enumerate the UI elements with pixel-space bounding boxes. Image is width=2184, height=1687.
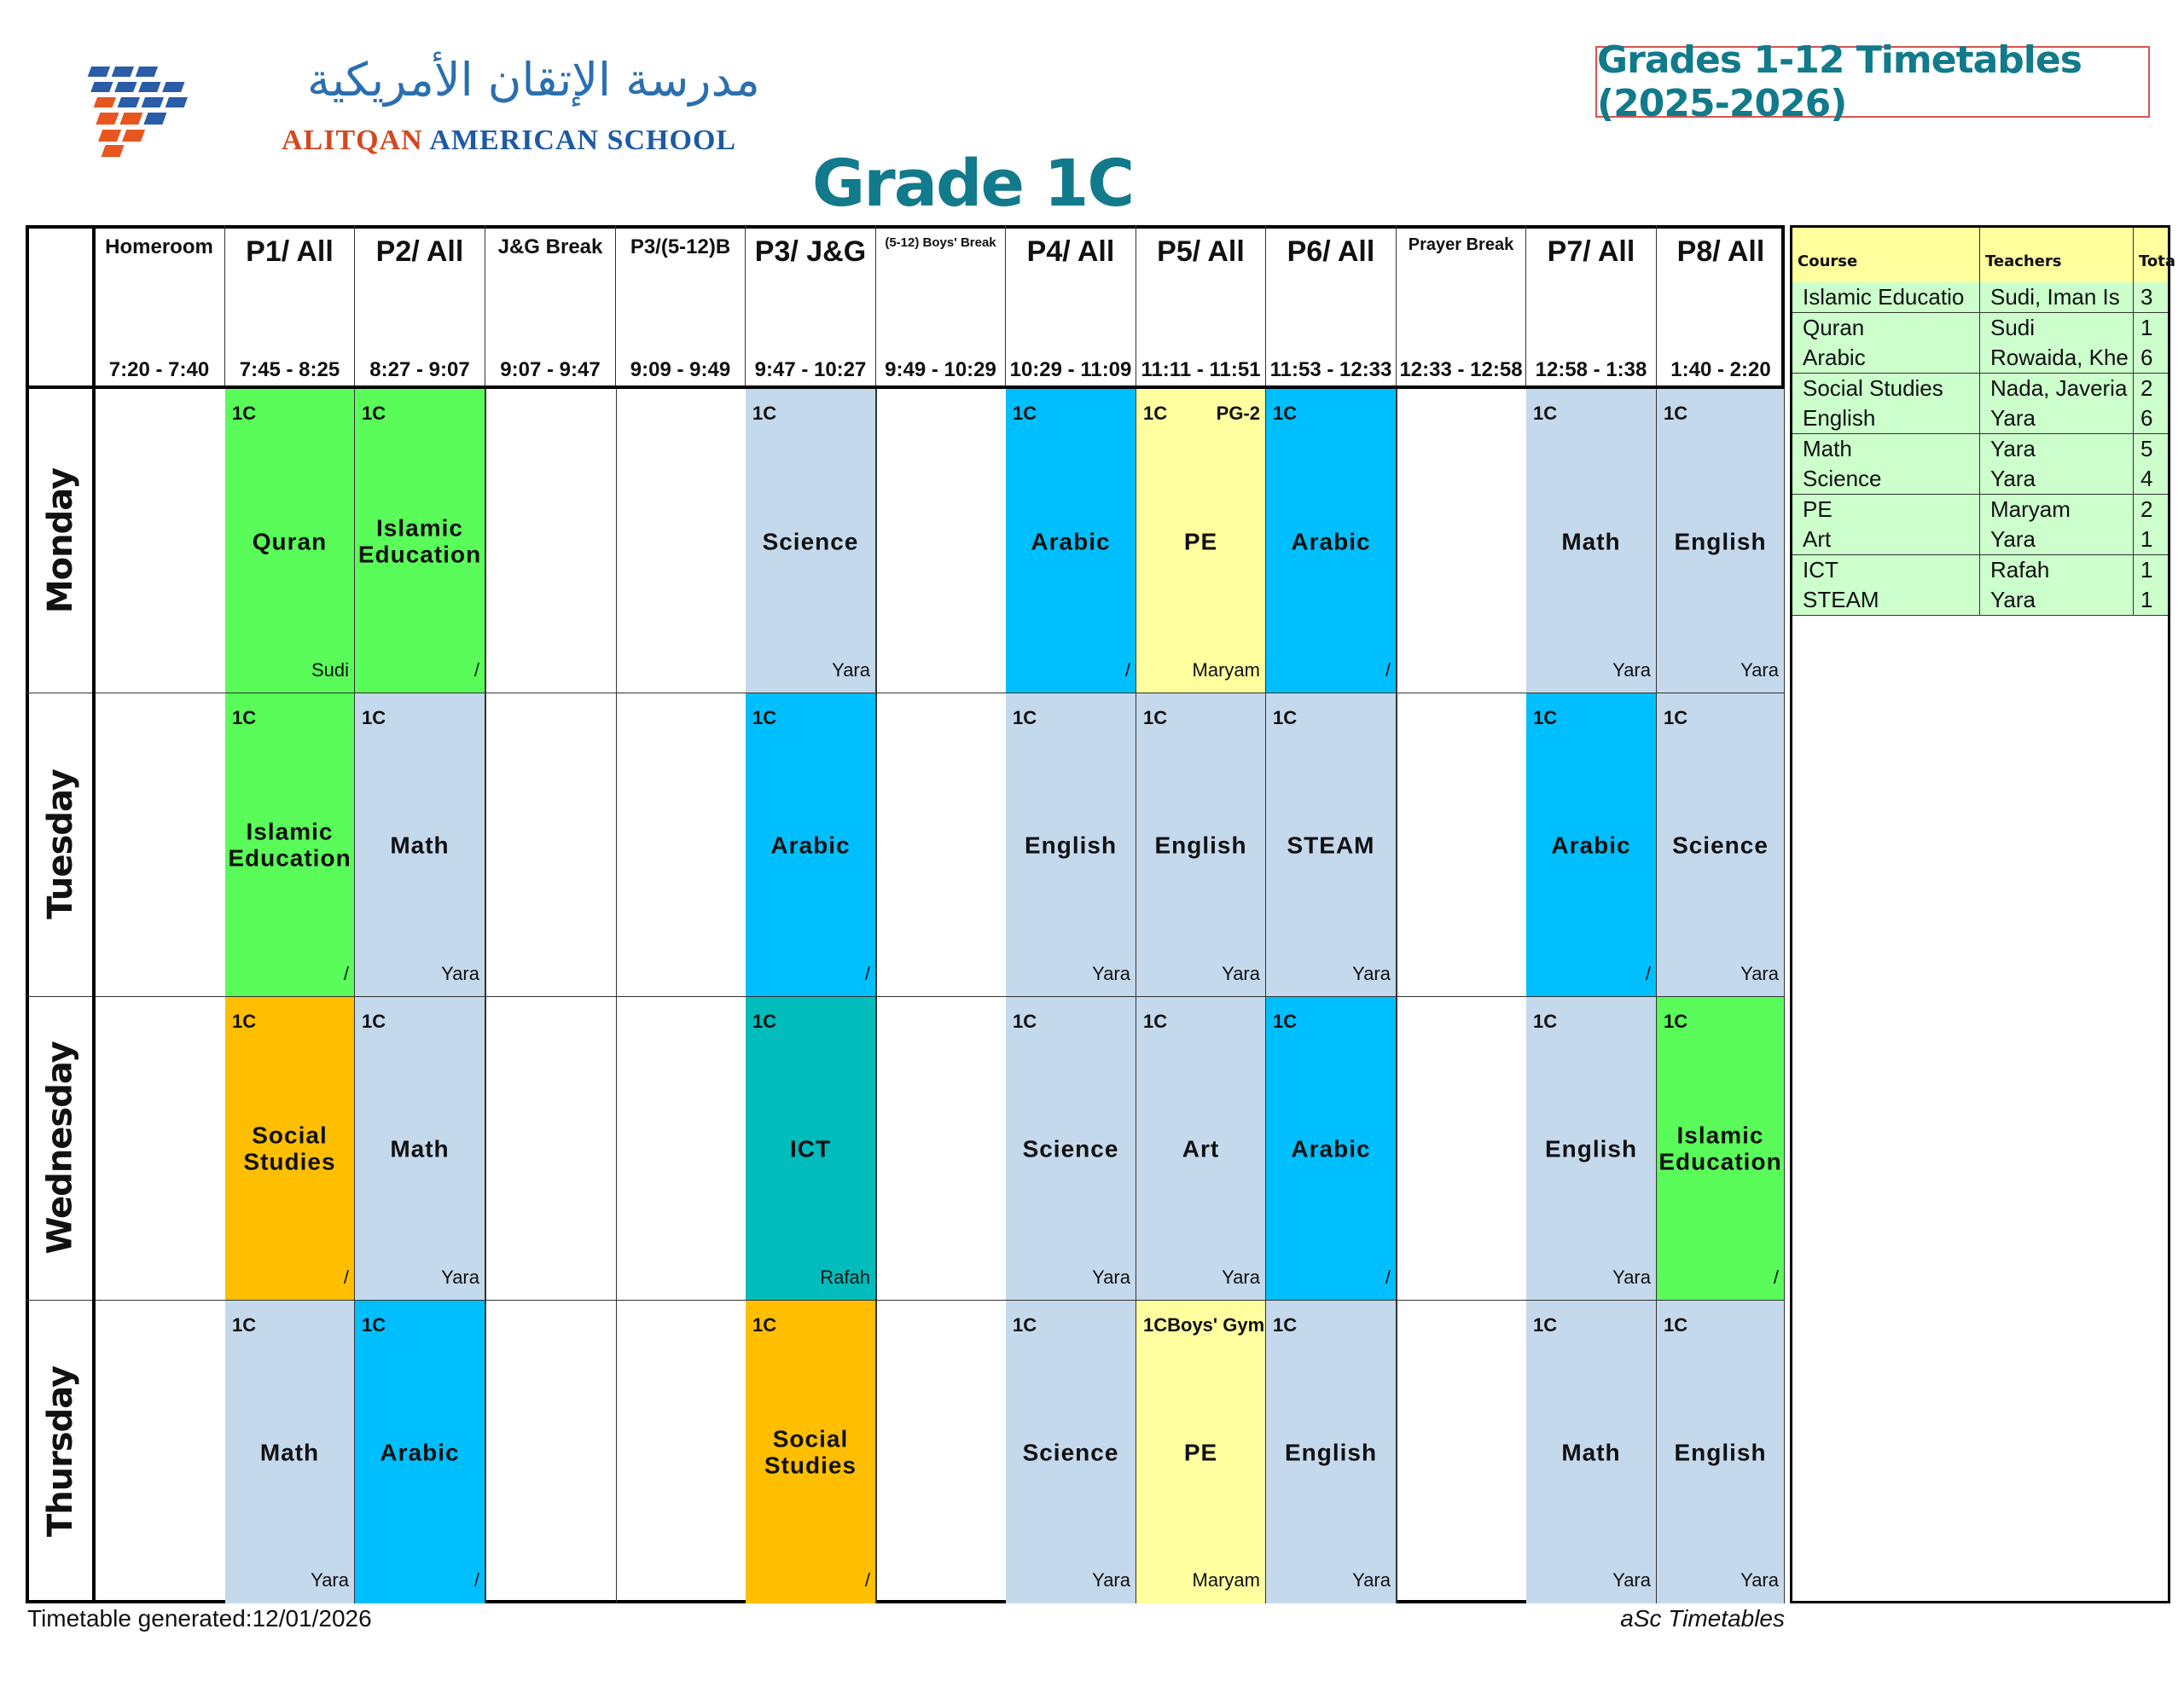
- lesson-class: 1CBoys' Gym: [1143, 1314, 1265, 1336]
- lesson-subject: Social Studies: [764, 1425, 857, 1479]
- lesson-subject: English: [1024, 832, 1118, 859]
- lesson-class: 1C: [752, 403, 777, 424]
- course-teachers: Rowaida, Khе: [1980, 343, 2134, 373]
- course-teachers: Yara: [1980, 464, 2134, 494]
- lesson-teacher: /: [1124, 659, 1130, 681]
- lesson-class: 1C: [752, 707, 777, 728]
- period-header: [746, 225, 876, 389]
- period-header: [1136, 225, 1266, 389]
- lesson-teacher: Yara: [1092, 1267, 1130, 1288]
- period-name: P5/ All: [1157, 235, 1245, 268]
- course-teachers: Yara: [1980, 585, 2134, 615]
- day-name: Thursday: [41, 1365, 80, 1538]
- header-divider: [26, 386, 1785, 389]
- lesson-teacher: /: [1385, 1267, 1391, 1288]
- lesson-teacher: /: [473, 1569, 479, 1591]
- lesson-subject: Math: [1561, 1438, 1621, 1465]
- lesson-teacher: Yara: [311, 1569, 349, 1591]
- lesson-class: 1C: [232, 707, 257, 728]
- course-name: Math: [1792, 434, 1980, 464]
- course-total: 1: [2140, 526, 2153, 552]
- period-header: [1657, 225, 1785, 389]
- lesson-cell[interactable]: [746, 389, 876, 693]
- lesson-teacher: Maryam: [1192, 659, 1260, 681]
- lesson-cell[interactable]: [1657, 389, 1785, 693]
- lesson-subject: Science: [1672, 832, 1769, 859]
- lesson-subject: English: [1154, 832, 1247, 859]
- lesson-teacher: Yara: [1222, 963, 1260, 984]
- lesson-class: 1C: [1273, 1011, 1298, 1032]
- lesson-subject: Math: [1561, 527, 1621, 554]
- course-name: ICT: [1792, 555, 1980, 585]
- course-row: [1792, 495, 2168, 525]
- lesson-class: 1C: [362, 1314, 386, 1336]
- lesson-subject: Islamic Education: [1658, 1122, 1782, 1175]
- lesson-cell[interactable]: [1136, 996, 1266, 1301]
- lesson-class: 1C: [752, 1314, 777, 1336]
- period-header: [225, 225, 355, 389]
- period-header: [876, 225, 1006, 389]
- lesson-teacher: Yara: [441, 963, 479, 984]
- lesson-subject: English: [1544, 1135, 1638, 1162]
- period-name: P6/ All: [1287, 235, 1375, 268]
- lesson-cell[interactable]: [1006, 996, 1136, 1301]
- lesson-class: 1C: [232, 403, 257, 424]
- lesson-subject: Math: [259, 1438, 320, 1465]
- period-time: 7:20 - 7:40: [108, 358, 210, 381]
- day-name: Wednesday: [41, 1041, 80, 1255]
- period-name: Homeroom: [105, 235, 213, 258]
- period-name: P8/ All: [1676, 235, 1765, 268]
- course-name: Social Studies: [1792, 374, 1980, 403]
- lesson-class: 1C: [1664, 1011, 1688, 1032]
- total-column-header: Tota: [2139, 252, 2176, 270]
- lesson-subject: Science: [762, 527, 859, 554]
- lesson-class: 1C: [1664, 1314, 1688, 1336]
- lesson-cell[interactable]: [746, 693, 876, 997]
- period-name: P3/ J&G: [754, 235, 867, 268]
- course-name: STEAM: [1792, 585, 1980, 615]
- lesson-teacher: Yara: [1352, 1569, 1391, 1591]
- period-time: 7:45 - 8:25: [239, 358, 340, 381]
- lesson-subject: PE: [1183, 527, 1218, 554]
- course-name: Islamic Educatio: [1792, 282, 1980, 312]
- course-teachers: Rafah: [1980, 555, 2134, 585]
- lesson-class: 1C: [1664, 403, 1688, 424]
- lesson-teacher: Yara: [832, 659, 870, 681]
- lesson-subject: Arabic: [1031, 527, 1111, 554]
- lesson-cell[interactable]: [1006, 693, 1136, 997]
- school-name-arabic: مدرسة الإتقان الأمريكية: [307, 53, 760, 107]
- course-name: Arabic: [1792, 343, 1980, 373]
- lesson-room: PG-2: [1216, 403, 1260, 424]
- lesson-subject: English: [1674, 1438, 1767, 1465]
- lesson-cell[interactable]: [746, 996, 876, 1301]
- lesson-cell[interactable]: [1006, 389, 1136, 693]
- period-name: Prayer Break: [1408, 235, 1514, 254]
- lesson-cell[interactable]: [355, 996, 485, 1301]
- lesson-teacher: /: [343, 1267, 349, 1288]
- lesson-cell[interactable]: [1266, 693, 1397, 997]
- lesson-class: 1C: [362, 1011, 386, 1032]
- course-name: PE: [1792, 495, 1980, 525]
- period-time: 9:47 - 10:27: [754, 358, 867, 381]
- lesson-class: 1C: [752, 1011, 777, 1032]
- lesson-subject: Science: [1022, 1438, 1119, 1465]
- asc-timetables-brand: aSc Timetables: [1620, 1605, 1785, 1632]
- lesson-teacher: /: [1385, 659, 1391, 681]
- period-time: 1:40 - 2:20: [1670, 358, 1771, 381]
- lesson-subject: Arabic: [770, 832, 851, 859]
- lesson-teacher: Yara: [1612, 1569, 1651, 1591]
- period-name: (5-12) Boys' Break: [885, 235, 996, 250]
- lesson-teacher: Yara: [1740, 963, 1779, 984]
- lesson-teacher: Yara: [1092, 1569, 1130, 1591]
- course-total: 2: [2140, 374, 2153, 401]
- lesson-cell[interactable]: [1657, 996, 1785, 1301]
- course-total: 5: [2140, 435, 2153, 461]
- timetables-title: Grades 1-12 Timetables (2025-2026): [1595, 46, 2150, 118]
- grade-title: Grade 1C: [811, 145, 1134, 221]
- lesson-subject: Arabic: [1291, 1135, 1371, 1162]
- lesson-cell[interactable]: [1526, 693, 1657, 997]
- lesson-class: 1C: [1273, 403, 1298, 424]
- lesson-cell[interactable]: [225, 389, 355, 693]
- lesson-subject: Math: [390, 1135, 450, 1162]
- lesson-subject: STEAM: [1287, 832, 1375, 859]
- lesson-class: 1C: [232, 1314, 257, 1336]
- lesson-subject: Science: [1022, 1135, 1119, 1162]
- period-time: 8:27 - 9:07: [369, 358, 470, 381]
- day-label-tuesday: [27, 693, 94, 996]
- lesson-subject: Math: [390, 832, 450, 859]
- period-name: P2/ All: [375, 235, 464, 268]
- course-row: [1792, 282, 2168, 313]
- period-time: 11:53 - 12:33: [1269, 358, 1392, 381]
- course-column-header: Course: [1792, 228, 1980, 282]
- course-row: [1792, 374, 2168, 404]
- lesson-class: 1C: [1013, 1011, 1037, 1032]
- lesson-class: 1C: [1143, 1011, 1168, 1032]
- lesson-cell[interactable]: [1006, 1300, 1136, 1603]
- period-header: [616, 225, 746, 389]
- lesson-teacher: /: [1773, 1267, 1779, 1288]
- lesson-teacher: Rafah: [820, 1267, 870, 1288]
- course-row: [1792, 343, 2168, 374]
- period-name: P4/ All: [1026, 235, 1115, 268]
- day-column-divider: [92, 225, 96, 1603]
- lesson-cell[interactable]: [1526, 389, 1657, 693]
- period-name: P1/ All: [246, 235, 334, 268]
- lesson-cell[interactable]: [1657, 1300, 1785, 1603]
- period-time: 12:33 - 12:58: [1399, 358, 1523, 381]
- lesson-teacher: /: [1645, 963, 1651, 984]
- lesson-class: 1C: [1013, 403, 1037, 424]
- course-teachers: Yara: [1980, 403, 2134, 433]
- lesson-teacher: Yara: [1740, 1569, 1779, 1591]
- lesson-cell[interactable]: [1657, 693, 1785, 997]
- period-header: [1006, 225, 1136, 389]
- course-summary-table: [1790, 225, 2176, 1603]
- lesson-cell[interactable]: [1266, 996, 1397, 1301]
- lesson-subject: Arabic: [1551, 832, 1631, 859]
- lesson-subject: PE: [1183, 1438, 1218, 1465]
- lesson-teacher: Yara: [1612, 1267, 1651, 1288]
- course-teachers: Yara: [1980, 525, 2134, 554]
- course-total: 1: [2140, 556, 2153, 583]
- lesson-subject: Islamic Education: [357, 514, 482, 568]
- day-label-thursday: [27, 1300, 94, 1603]
- course-total: 6: [2140, 345, 2153, 370]
- lesson-class: 1C: [362, 707, 386, 728]
- lesson-subject: ICT: [789, 1135, 832, 1162]
- course-row: [1792, 403, 2168, 434]
- lesson-cell[interactable]: [746, 1300, 876, 1603]
- lesson-cell[interactable]: [355, 389, 485, 693]
- lesson-teacher: /: [864, 1569, 870, 1591]
- course-row: [1792, 555, 2168, 586]
- lesson-class: 1C: [1013, 707, 1037, 728]
- day-name: Monday: [41, 467, 81, 614]
- lesson-teacher: /: [864, 963, 870, 984]
- course-total: 1: [2140, 587, 2153, 612]
- lesson-teacher: /: [473, 659, 479, 681]
- course-row: [1792, 313, 2168, 344]
- lesson-cell[interactable]: [1136, 1300, 1266, 1603]
- lesson-cell[interactable]: [225, 693, 355, 997]
- period-header: [94, 225, 225, 389]
- lesson-cell[interactable]: [225, 1300, 355, 1603]
- lesson-cell[interactable]: [355, 693, 485, 997]
- course-teachers: Maryam: [1980, 495, 2134, 525]
- lesson-cell[interactable]: [225, 996, 355, 1301]
- lesson-class: 1C: [1533, 707, 1558, 728]
- course-name: Art: [1792, 525, 1980, 554]
- day-label-monday: [27, 389, 94, 693]
- course-table-header: [1792, 228, 2176, 284]
- period-header: [355, 225, 485, 389]
- lesson-class: 1C: [1273, 707, 1298, 728]
- lesson-teacher: Yara: [1612, 659, 1651, 681]
- period-time: 12:58 - 1:38: [1535, 358, 1647, 381]
- lesson-teacher: /: [343, 963, 349, 984]
- lesson-cell[interactable]: [1526, 996, 1657, 1301]
- course-teachers: Nada, Javeriа: [1980, 374, 2134, 403]
- lesson-subject: English: [1284, 1438, 1378, 1465]
- period-header: [1266, 225, 1397, 389]
- lesson-cell[interactable]: [1266, 389, 1397, 693]
- course-row: [1792, 585, 2168, 616]
- lesson-subject: Art: [1182, 1135, 1220, 1162]
- lesson-subject: Islamic Education: [228, 818, 351, 872]
- lesson-class: 1C: [1533, 1314, 1558, 1336]
- lesson-cell[interactable]: [1136, 693, 1266, 997]
- lesson-teacher: Maryam: [1192, 1569, 1260, 1591]
- period-name: P7/ All: [1547, 235, 1635, 268]
- course-teachers: Sudi, Iman Is: [1980, 282, 2134, 312]
- period-time: 9:49 - 10:29: [885, 358, 996, 381]
- lesson-subject: English: [1674, 527, 1767, 554]
- day-label-wednesday: [27, 996, 94, 1300]
- period-header: [1397, 225, 1526, 389]
- lesson-class: 1C: [232, 1011, 257, 1032]
- day-name: Tuesday: [41, 769, 80, 919]
- teachers-column-header: Teachers: [1980, 228, 2134, 282]
- lesson-cell[interactable]: [1136, 389, 1266, 693]
- course-total: 2: [2140, 496, 2153, 522]
- lesson-teacher: Yara: [1092, 963, 1130, 984]
- period-name: J&G Break: [497, 235, 603, 258]
- school-name-rest: AMERICAN SCHOOL: [429, 125, 737, 156]
- lesson-subject: Arabic: [1291, 527, 1371, 554]
- lesson-subject: Social Studies: [243, 1122, 336, 1175]
- period-time: 11:11 - 11:51: [1141, 358, 1261, 381]
- lesson-class: 1C: [1533, 1011, 1558, 1032]
- lesson-teacher: Yara: [1352, 963, 1391, 984]
- lesson-teacher: Yara: [441, 1267, 479, 1288]
- lesson-class: 1C: [1143, 707, 1168, 728]
- lesson-teacher: Sudi: [311, 659, 349, 681]
- course-row: [1792, 434, 2168, 465]
- lesson-subject: Arabic: [380, 1438, 460, 1465]
- period-time: 9:07 - 9:47: [500, 358, 601, 381]
- course-row: [1792, 464, 2168, 495]
- period-header: [1526, 225, 1657, 389]
- period-time: 9:09 - 9:49: [630, 358, 731, 381]
- period-header: [485, 225, 616, 389]
- lesson-class: 1C: [1143, 403, 1168, 424]
- timetable-generated-date: Timetable generated:12/01/2026: [27, 1605, 372, 1632]
- course-total: 1: [2140, 314, 2153, 340]
- lesson-class: 1C: [362, 403, 386, 424]
- lesson-cell[interactable]: [1526, 1300, 1657, 1603]
- course-name: Science: [1792, 464, 1980, 494]
- lesson-class: 1C: [1664, 707, 1688, 728]
- course-total: 4: [2140, 466, 2153, 491]
- lesson-teacher: Yara: [1740, 659, 1779, 681]
- lesson-cell[interactable]: [355, 1300, 485, 1603]
- course-teachers: Sudi: [1980, 313, 2134, 343]
- lesson-subject: Quran: [252, 527, 328, 554]
- school-name-first-word: ALITQAN: [282, 125, 423, 156]
- course-row: [1792, 525, 2168, 555]
- course-name: Quran: [1792, 313, 1980, 343]
- lesson-class: 1C: [1533, 403, 1558, 424]
- period-time: 10:29 - 11:09: [1009, 358, 1132, 381]
- period-name: P3/(5-12)B: [630, 235, 731, 258]
- lesson-class: 1C: [1273, 1314, 1298, 1336]
- course-teachers: Yara: [1980, 434, 2134, 464]
- lesson-teacher: Yara: [1222, 1267, 1260, 1288]
- lesson-class: 1C: [1013, 1314, 1037, 1336]
- course-name: English: [1792, 403, 1980, 433]
- lesson-cell[interactable]: [1266, 1300, 1397, 1603]
- course-total: 3: [2140, 284, 2153, 310]
- course-total: 6: [2140, 405, 2153, 431]
